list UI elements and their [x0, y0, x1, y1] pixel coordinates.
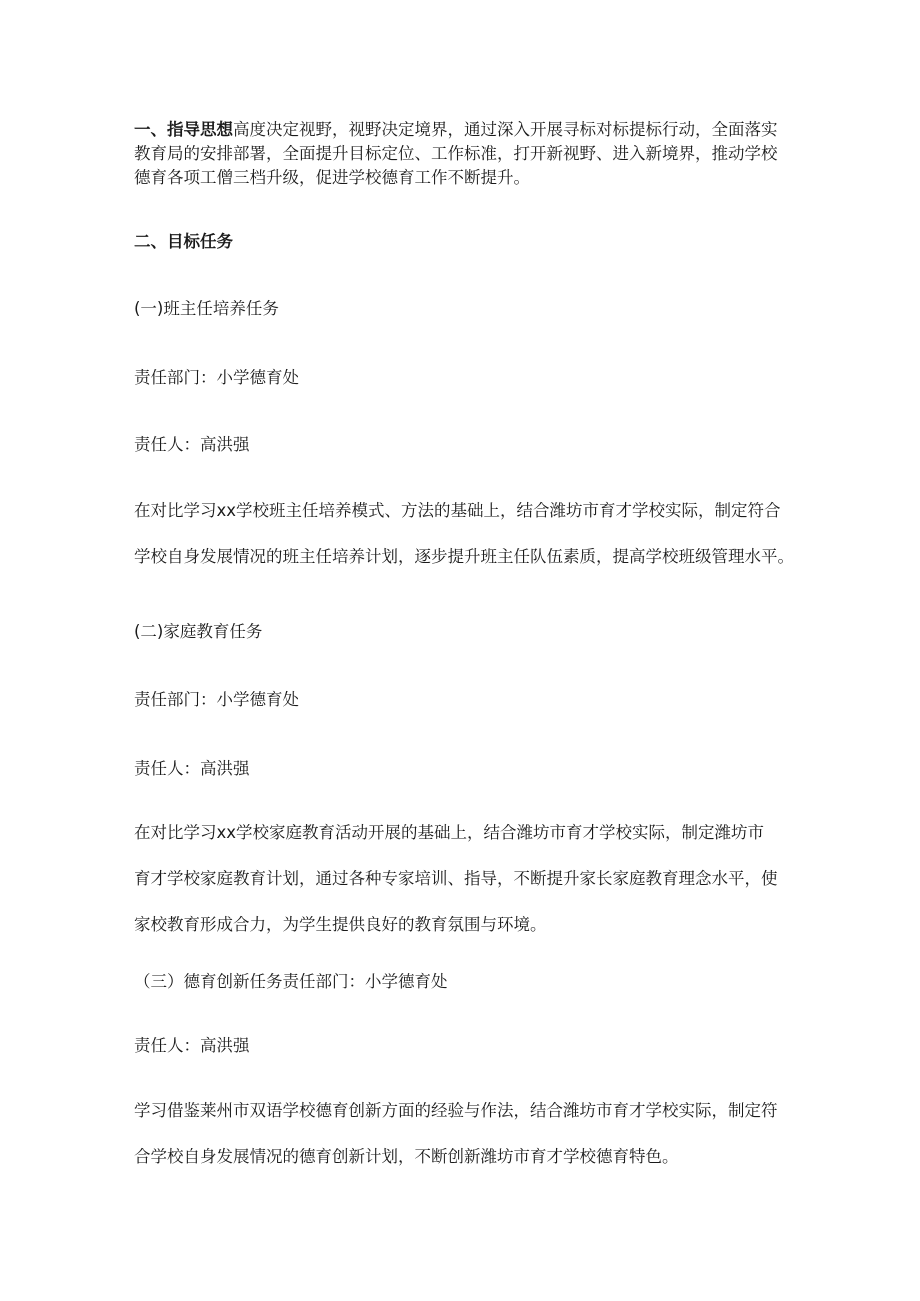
paragraph-line: 学校自身发展情况的班主任培养计划，逐步提升班主任队伍素质，提高学校班级管理水平。	[134, 547, 794, 566]
task1-dept: 责任部门：小学德育处	[134, 368, 299, 387]
paragraph-line: 教育局的安排部署，全面提升目标定位、工作标准，打开新视野、进入新境界，推动学校	[134, 144, 778, 163]
paragraph-line: 在对比学习xx学校班主任培养模式、方法的基础上，结合潍坊市育才学校实际，制定符合	[134, 501, 781, 520]
paragraph-line: 家校教育形成合力，为学生提供良好的教育氛围与环境。	[134, 915, 547, 934]
task2-person: 责任人：高洪强	[134, 759, 250, 778]
task2-title: (二)家庭教育任务	[134, 622, 263, 641]
paragraph-line: 高度决定视野，视野决定境界，通过深入开展寻标对标提标行动，全面落实	[233, 120, 778, 139]
section1-heading: 一、指导思想	[134, 120, 233, 139]
task3-person: 责任人：高洪强	[134, 1036, 250, 1055]
paragraph-line: 合学校自身发展情况的德育创新计划，不断创新潍坊市育才学校德育特色。	[134, 1147, 679, 1166]
task2-dept: 责任部门：小学德育处	[134, 690, 299, 709]
task3-body	[134, 1088, 794, 1180]
paragraph-line: 育才学校家庭教育计划，通过各种专家培训、指导，不断提升家长家庭教育理念水平，使	[134, 869, 778, 888]
task3-title: （三）德育创新任务责任部门：小学德育处	[134, 972, 448, 991]
paragraph-line: 德育各项工僧三档升级，促进学校德育工作不断提升。	[134, 168, 530, 187]
task2-body	[134, 810, 794, 948]
task1-body	[134, 488, 794, 580]
task1-person: 责任人：高洪强	[134, 435, 250, 454]
section2-heading: 二、目标任务	[134, 232, 233, 251]
task1-title: (一)班主任培养任务	[134, 299, 279, 318]
paragraph-line: 学习借鉴莱州市双语学校德育创新方面的经验与作法，结合潍坊市育才学校实际，制定符	[134, 1101, 778, 1120]
paragraph-line: 在对比学习xx学校家庭教育活动开展的基础上，结合潍坊市育才学校实际，制定潍坊市	[134, 823, 765, 842]
guiding-ideology-paragraph	[134, 118, 794, 190]
